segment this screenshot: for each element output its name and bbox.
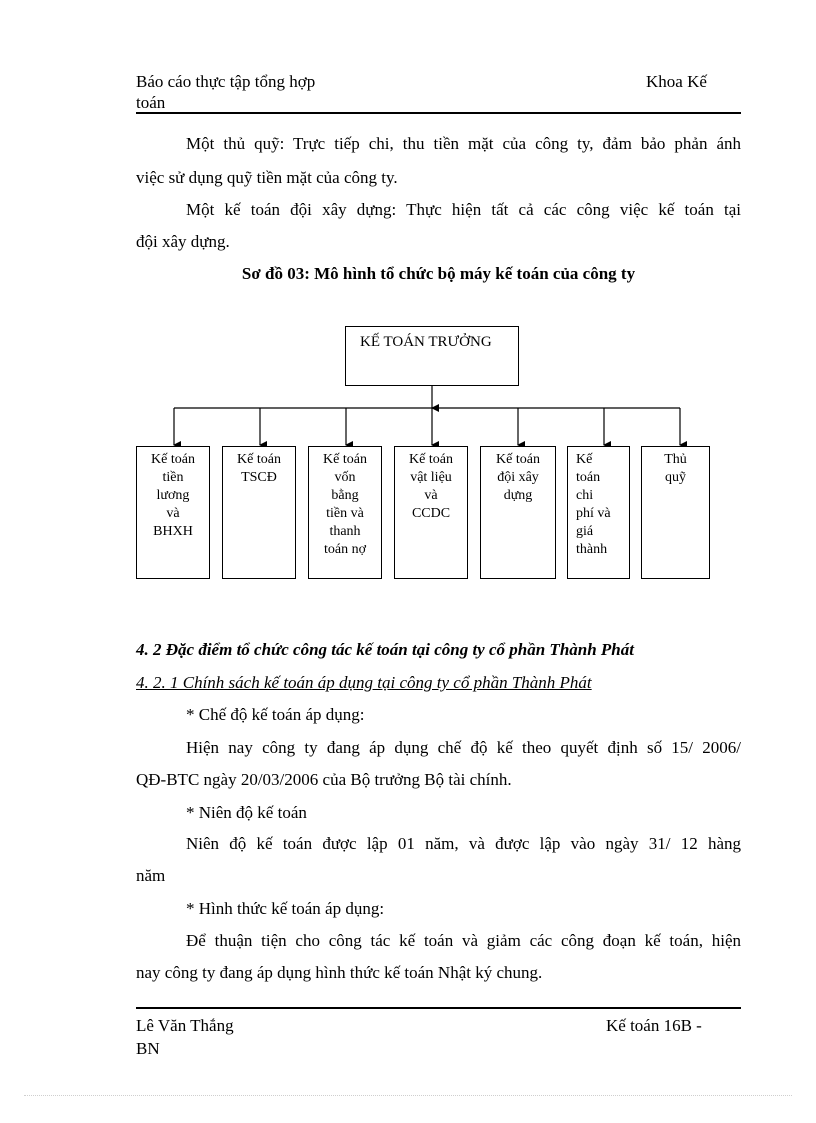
header-left-line1: Báo cáo thực tập tổng hợp — [136, 72, 316, 91]
section-heading: 4. 2 Đặc điểm tổ chức công tác kế toán tại công ty cổ phần Thành Phát — [136, 640, 634, 659]
footer-rule — [136, 1007, 741, 1009]
child-box-cash: Kế toán vốn bằng tiền và thanh toán nợ — [308, 446, 382, 579]
section-subheading: 4. 2. 1 Chính sách kế toán áp dụng tại công ty cổ phần Thành Phát — [136, 673, 592, 692]
footer-right: Kế toán 16B - — [606, 1016, 702, 1035]
footer-left-line1: Lê Văn Thắng — [136, 1016, 234, 1035]
bullet-1-text-line-1: Hiện nay công ty đang áp dụng chế độ kế theo quyết định số 15/ 2006/ — [186, 738, 741, 757]
child-box-cost-pricing: Kế toán chi phí và giá thành — [567, 446, 630, 579]
bullet-2-text-line-2: năm — [136, 866, 166, 885]
child-box-fixed-assets: Kế toán TSCĐ — [222, 446, 296, 579]
child-box-construction-team: Kế toán đội xây dựng — [480, 446, 556, 579]
header-left-line2: toán — [136, 93, 166, 112]
bullet-1-label: * Chế độ kế toán áp dụng: — [186, 705, 365, 724]
paragraph-1-line-2: việc sử dụng quỹ tiền mặt của công ty. — [136, 168, 398, 187]
bullet-2-text-line-1: Niên độ kế toán được lập 01 năm, và được lập vào ngày 31/ 12 hàng — [186, 834, 741, 853]
paragraph-2-line-1: Một kế toán đội xây dựng: Thực hiện tất cả các công việc kế toán tại — [186, 200, 741, 219]
root-box-chief-accountant: KẾ TOÁN TRƯỞNG — [345, 326, 519, 386]
page-bottom-dotted-border — [24, 1095, 792, 1096]
child-box-salary: Kế toán tiền lương và BHXH — [136, 446, 210, 579]
header-right: Khoa Kế — [646, 72, 707, 91]
paragraph-2-line-2: đội xây dựng. — [136, 232, 230, 251]
bullet-2-label: * Niên độ kế toán — [186, 803, 307, 822]
bullet-3-label: * Hình thức kế toán áp dụng: — [186, 899, 385, 918]
bullet-1-text-line-2: QĐ-BTC ngày 20/03/2006 của Bộ trưởng Bộ tài chính. — [136, 770, 512, 789]
child-box-treasurer: Thủ quỹ — [641, 446, 710, 579]
paragraph-1-line-1: Một thủ quỹ: Trực tiếp chi, thu tiền mặt của công ty, đảm bảo phản ánh — [186, 134, 741, 153]
bullet-3-text-line-2: nay công ty đang áp dụng hình thức kế toán Nhật ký chung. — [136, 963, 543, 982]
child-box-materials: Kế toán vật liệu và CCDC — [394, 446, 468, 579]
bullet-3-text-line-1: Để thuận tiện cho công tác kế toán và giảm các công đoạn kế toán, hiện — [186, 931, 741, 950]
footer-left-line2: BN — [136, 1039, 160, 1058]
diagram-title: Sơ đồ 03: Mô hình tổ chức bộ máy kế toán của công ty — [241, 264, 636, 283]
header-rule — [136, 112, 741, 114]
